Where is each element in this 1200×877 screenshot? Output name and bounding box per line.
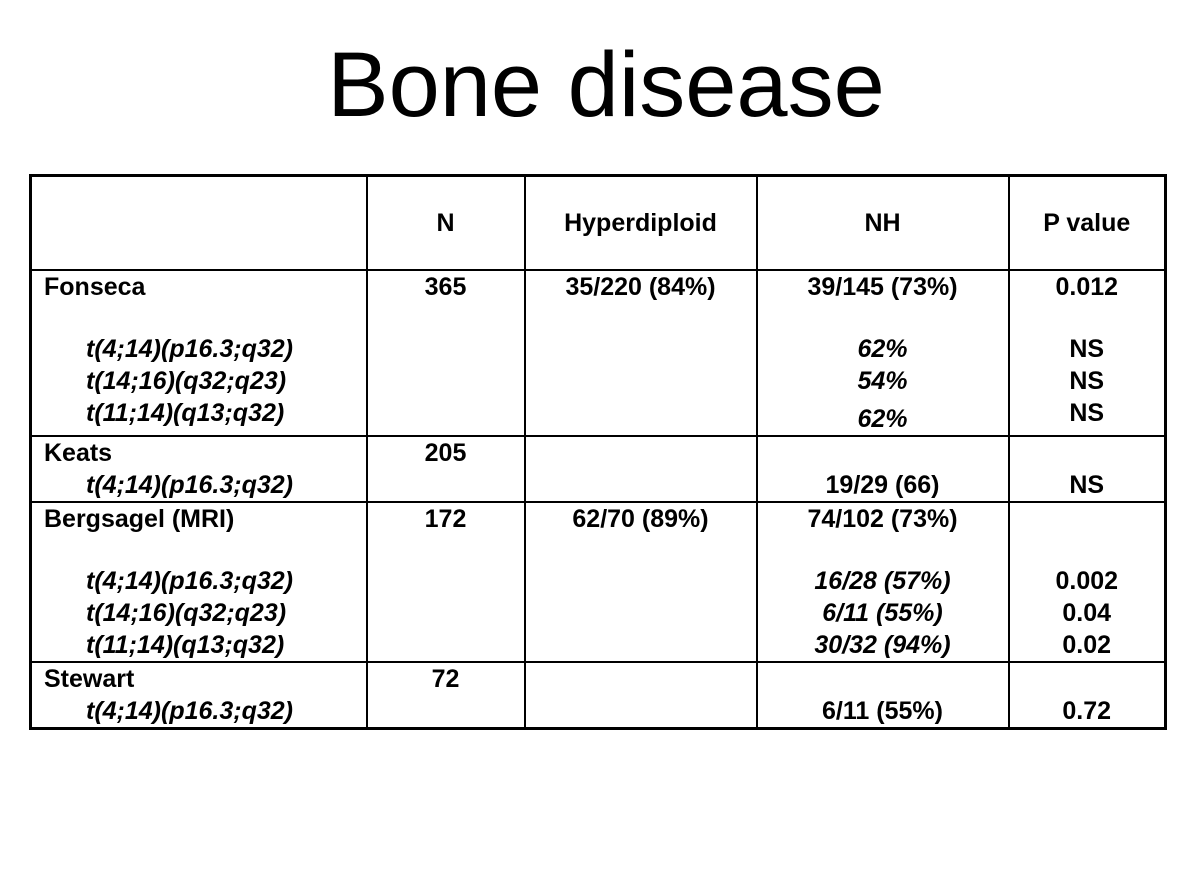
nh-value: 74/102 (73%) bbox=[807, 505, 958, 533]
translocation-label: t(4;14)(p16.3;q32) bbox=[86, 697, 293, 725]
translocation-label: t(4;14)(p16.3;q32) bbox=[86, 567, 293, 595]
nh-cell bbox=[757, 502, 1009, 662]
nh-sub-value: 62% bbox=[857, 335, 908, 363]
n-value: 365 bbox=[424, 273, 467, 301]
translocation-label: t(4;14)(p16.3;q32) bbox=[86, 471, 293, 499]
table-row-stewart bbox=[31, 662, 1166, 729]
p-sub-value: 0.02 bbox=[1062, 631, 1112, 659]
hyperdiploid-cell bbox=[525, 270, 757, 436]
hyperdiploid-cell bbox=[525, 436, 757, 502]
p-value-cell bbox=[1009, 270, 1166, 436]
study-name: Fonseca bbox=[44, 273, 146, 301]
header-cell-p-value: P value bbox=[1009, 176, 1166, 271]
p-sub-value: NS bbox=[1069, 471, 1105, 499]
study-name: Stewart bbox=[44, 665, 135, 693]
study-cell bbox=[31, 270, 367, 436]
n-value: 205 bbox=[424, 439, 467, 467]
n-value: 172 bbox=[424, 505, 467, 533]
slide-title: Bone disease bbox=[327, 34, 885, 136]
p-sub-value: NS bbox=[1069, 367, 1105, 395]
p-value-cell bbox=[1009, 502, 1166, 662]
n-value: 72 bbox=[431, 665, 460, 693]
study-cell bbox=[31, 502, 367, 662]
nh-sub-value: 30/32 (94%) bbox=[814, 631, 951, 659]
study-cell bbox=[31, 436, 367, 502]
header-cell-nh: NH bbox=[757, 176, 1009, 271]
table-row-keats bbox=[31, 436, 1166, 502]
nh-cell bbox=[757, 270, 1009, 436]
table-row-bergsagel bbox=[31, 502, 1166, 662]
study-name: Keats bbox=[44, 439, 113, 467]
translocation-label: t(4;14)(p16.3;q32) bbox=[86, 335, 293, 363]
translocation-label: t(14;16)(q32;q23) bbox=[86, 367, 287, 395]
n-cell bbox=[367, 502, 525, 662]
bone-disease-table bbox=[29, 174, 1167, 730]
nh-cell bbox=[757, 662, 1009, 729]
study-name: Bergsagel (MRI) bbox=[44, 505, 235, 533]
p-value-cell bbox=[1009, 662, 1166, 729]
nh-sub-value: 19/29 (66) bbox=[825, 471, 940, 499]
hyperdiploid-value: 62/70 (89%) bbox=[572, 505, 709, 533]
nh-cell bbox=[757, 436, 1009, 502]
header-cell-empty bbox=[31, 176, 367, 271]
translocation-label: t(14;16)(q32;q23) bbox=[86, 599, 287, 627]
translocation-label: t(11;14)(q13;q32) bbox=[86, 399, 285, 427]
header-cell-n: N bbox=[367, 176, 525, 271]
nh-sub-value: 16/28 (57%) bbox=[814, 567, 951, 595]
p-sub-value: NS bbox=[1069, 399, 1105, 427]
nh-sub-value: 6/11 (55%) bbox=[822, 697, 943, 725]
hyperdiploid-cell bbox=[525, 662, 757, 729]
header-row bbox=[31, 176, 1166, 271]
study-cell bbox=[31, 662, 367, 729]
translocation-label: t(11;14)(q13;q32) bbox=[86, 631, 285, 659]
header-cell-hyperdiploid: Hyperdiploid bbox=[525, 176, 757, 271]
p-value-cell bbox=[1009, 436, 1166, 502]
nh-value: 39/145 (73%) bbox=[807, 273, 958, 301]
nh-sub-value: 62% bbox=[857, 405, 908, 433]
n-cell bbox=[367, 270, 525, 436]
table-row-fonseca bbox=[31, 270, 1166, 436]
p-value: 0.012 bbox=[1055, 273, 1119, 301]
p-sub-value: 0.002 bbox=[1055, 567, 1119, 595]
nh-sub-value: 54% bbox=[857, 367, 908, 395]
nh-sub-value: 6/11 (55%) bbox=[822, 599, 943, 627]
p-sub-value: NS bbox=[1069, 335, 1105, 363]
n-cell bbox=[367, 436, 525, 502]
n-cell bbox=[367, 662, 525, 729]
hyperdiploid-value: 35/220 (84%) bbox=[565, 273, 716, 301]
p-sub-value: 0.72 bbox=[1062, 697, 1112, 725]
hyperdiploid-cell bbox=[525, 502, 757, 662]
p-sub-value: 0.04 bbox=[1062, 599, 1112, 627]
